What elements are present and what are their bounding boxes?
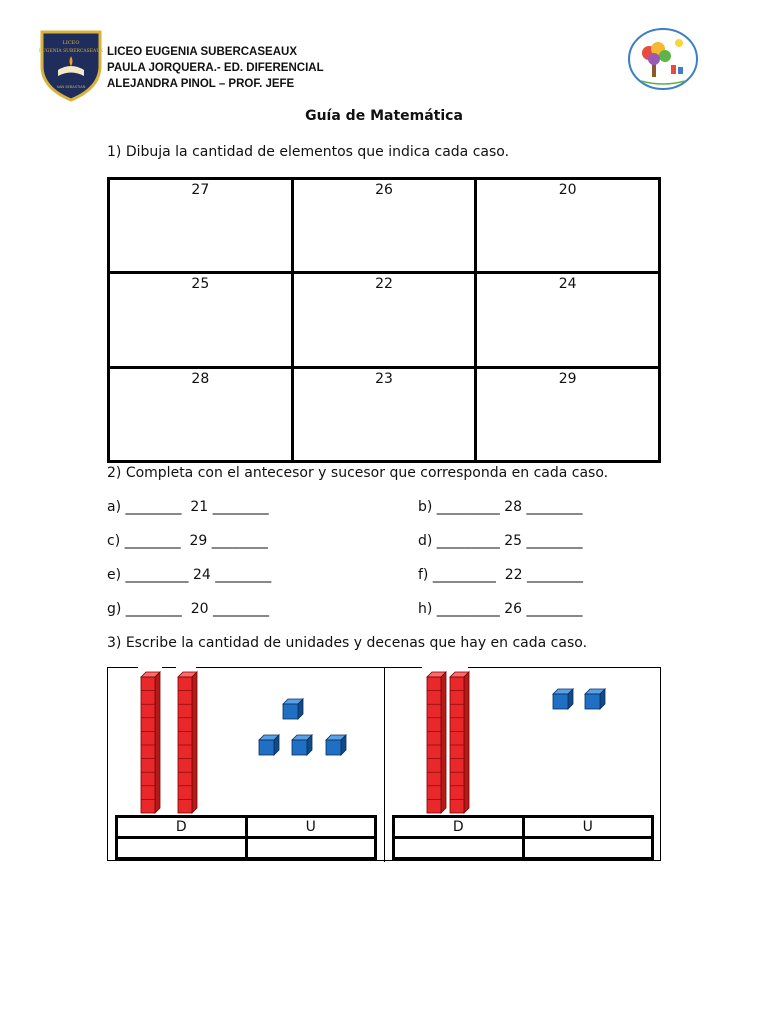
answer-line-f[interactable]: f) _________ 22 ________ xyxy=(418,567,584,583)
column-header-unidades: U xyxy=(246,817,376,838)
answer-line-h[interactable]: h) _________ 26 ________ xyxy=(418,601,583,617)
grid-cell[interactable]: 26 xyxy=(292,179,476,273)
grid-cell[interactable]: 27 xyxy=(109,179,293,273)
ten-rod xyxy=(178,672,197,813)
ten-rod xyxy=(450,672,469,813)
unit-cube xyxy=(585,689,605,709)
grid-cell[interactable]: 23 xyxy=(292,367,476,461)
page-title: Guía de Matemática xyxy=(305,108,463,124)
answer-line-c[interactable]: c) ________ 29 ________ xyxy=(107,533,268,549)
question-1-prompt: 1) Dibuja la cantidad de elementos que indica cada caso. xyxy=(107,144,510,160)
grid-cell[interactable]: 24 xyxy=(476,273,660,367)
case-2-blocks xyxy=(385,668,661,818)
decenas-answer-cell[interactable] xyxy=(117,838,247,859)
column-header-decenas: D xyxy=(117,817,247,838)
crest-text-top: LICEO xyxy=(62,40,80,46)
answer-line-g[interactable]: g) ________ 20 ________ xyxy=(107,601,269,617)
question-3-prompt: 3) Escribe la cantidad de unidades y decenas que hay en cada caso. xyxy=(107,635,588,651)
unit-cube xyxy=(259,735,279,755)
column-header-decenas: D xyxy=(394,817,524,838)
school-crest-logo xyxy=(38,26,104,102)
drawing-grid xyxy=(107,177,661,463)
school-header-text xyxy=(107,44,324,92)
case-2-du-table xyxy=(392,815,654,860)
question-2-prompt: 2) Completa con el antecesor y sucesor que corresponda en cada caso. xyxy=(107,465,609,481)
program-round-logo xyxy=(627,27,699,91)
unit-cube xyxy=(292,735,312,755)
column-header-unidades: U xyxy=(523,817,653,838)
school-name: LICEO EUGENIA SUBERCASEAUX xyxy=(107,46,297,58)
unidades-answer-cell[interactable] xyxy=(523,838,653,859)
unit-cube xyxy=(283,699,303,719)
grid-cell[interactable]: 28 xyxy=(109,367,293,461)
base-ten-blocks-panel xyxy=(107,667,661,861)
crest-text-middle: EUGENIA SUBERCASEAUX xyxy=(38,49,104,54)
answer-line-e[interactable]: e) _________ 24 ________ xyxy=(107,567,272,583)
grid-cell[interactable]: 20 xyxy=(476,179,660,273)
unidades-answer-cell[interactable] xyxy=(246,838,376,859)
answer-line-a[interactable]: a) ________ 21 ________ xyxy=(107,499,269,515)
case-1-du-table xyxy=(115,815,377,860)
case-1-blocks xyxy=(108,668,384,818)
grid-cell[interactable]: 22 xyxy=(292,273,476,367)
answer-line-d[interactable]: d) _________ 25 ________ xyxy=(418,533,583,549)
head-teacher-line: ALEJANDRA PINOL – PROF. JEFE xyxy=(107,78,295,90)
ten-rod xyxy=(427,672,446,813)
decenas-answer-cell[interactable] xyxy=(394,838,524,859)
crest-text-bottom: SAN SEBASTIAN xyxy=(56,85,86,89)
unit-cube xyxy=(553,689,573,709)
ten-rod xyxy=(141,672,160,813)
grid-cell[interactable]: 25 xyxy=(109,273,293,367)
unit-cube xyxy=(326,735,346,755)
teacher-line: PAULA JORQUERA.- ED. DIFERENCIAL xyxy=(107,62,324,74)
grid-cell[interactable]: 29 xyxy=(476,367,660,461)
answer-line-b[interactable]: b) _________ 28 ________ xyxy=(418,499,583,515)
